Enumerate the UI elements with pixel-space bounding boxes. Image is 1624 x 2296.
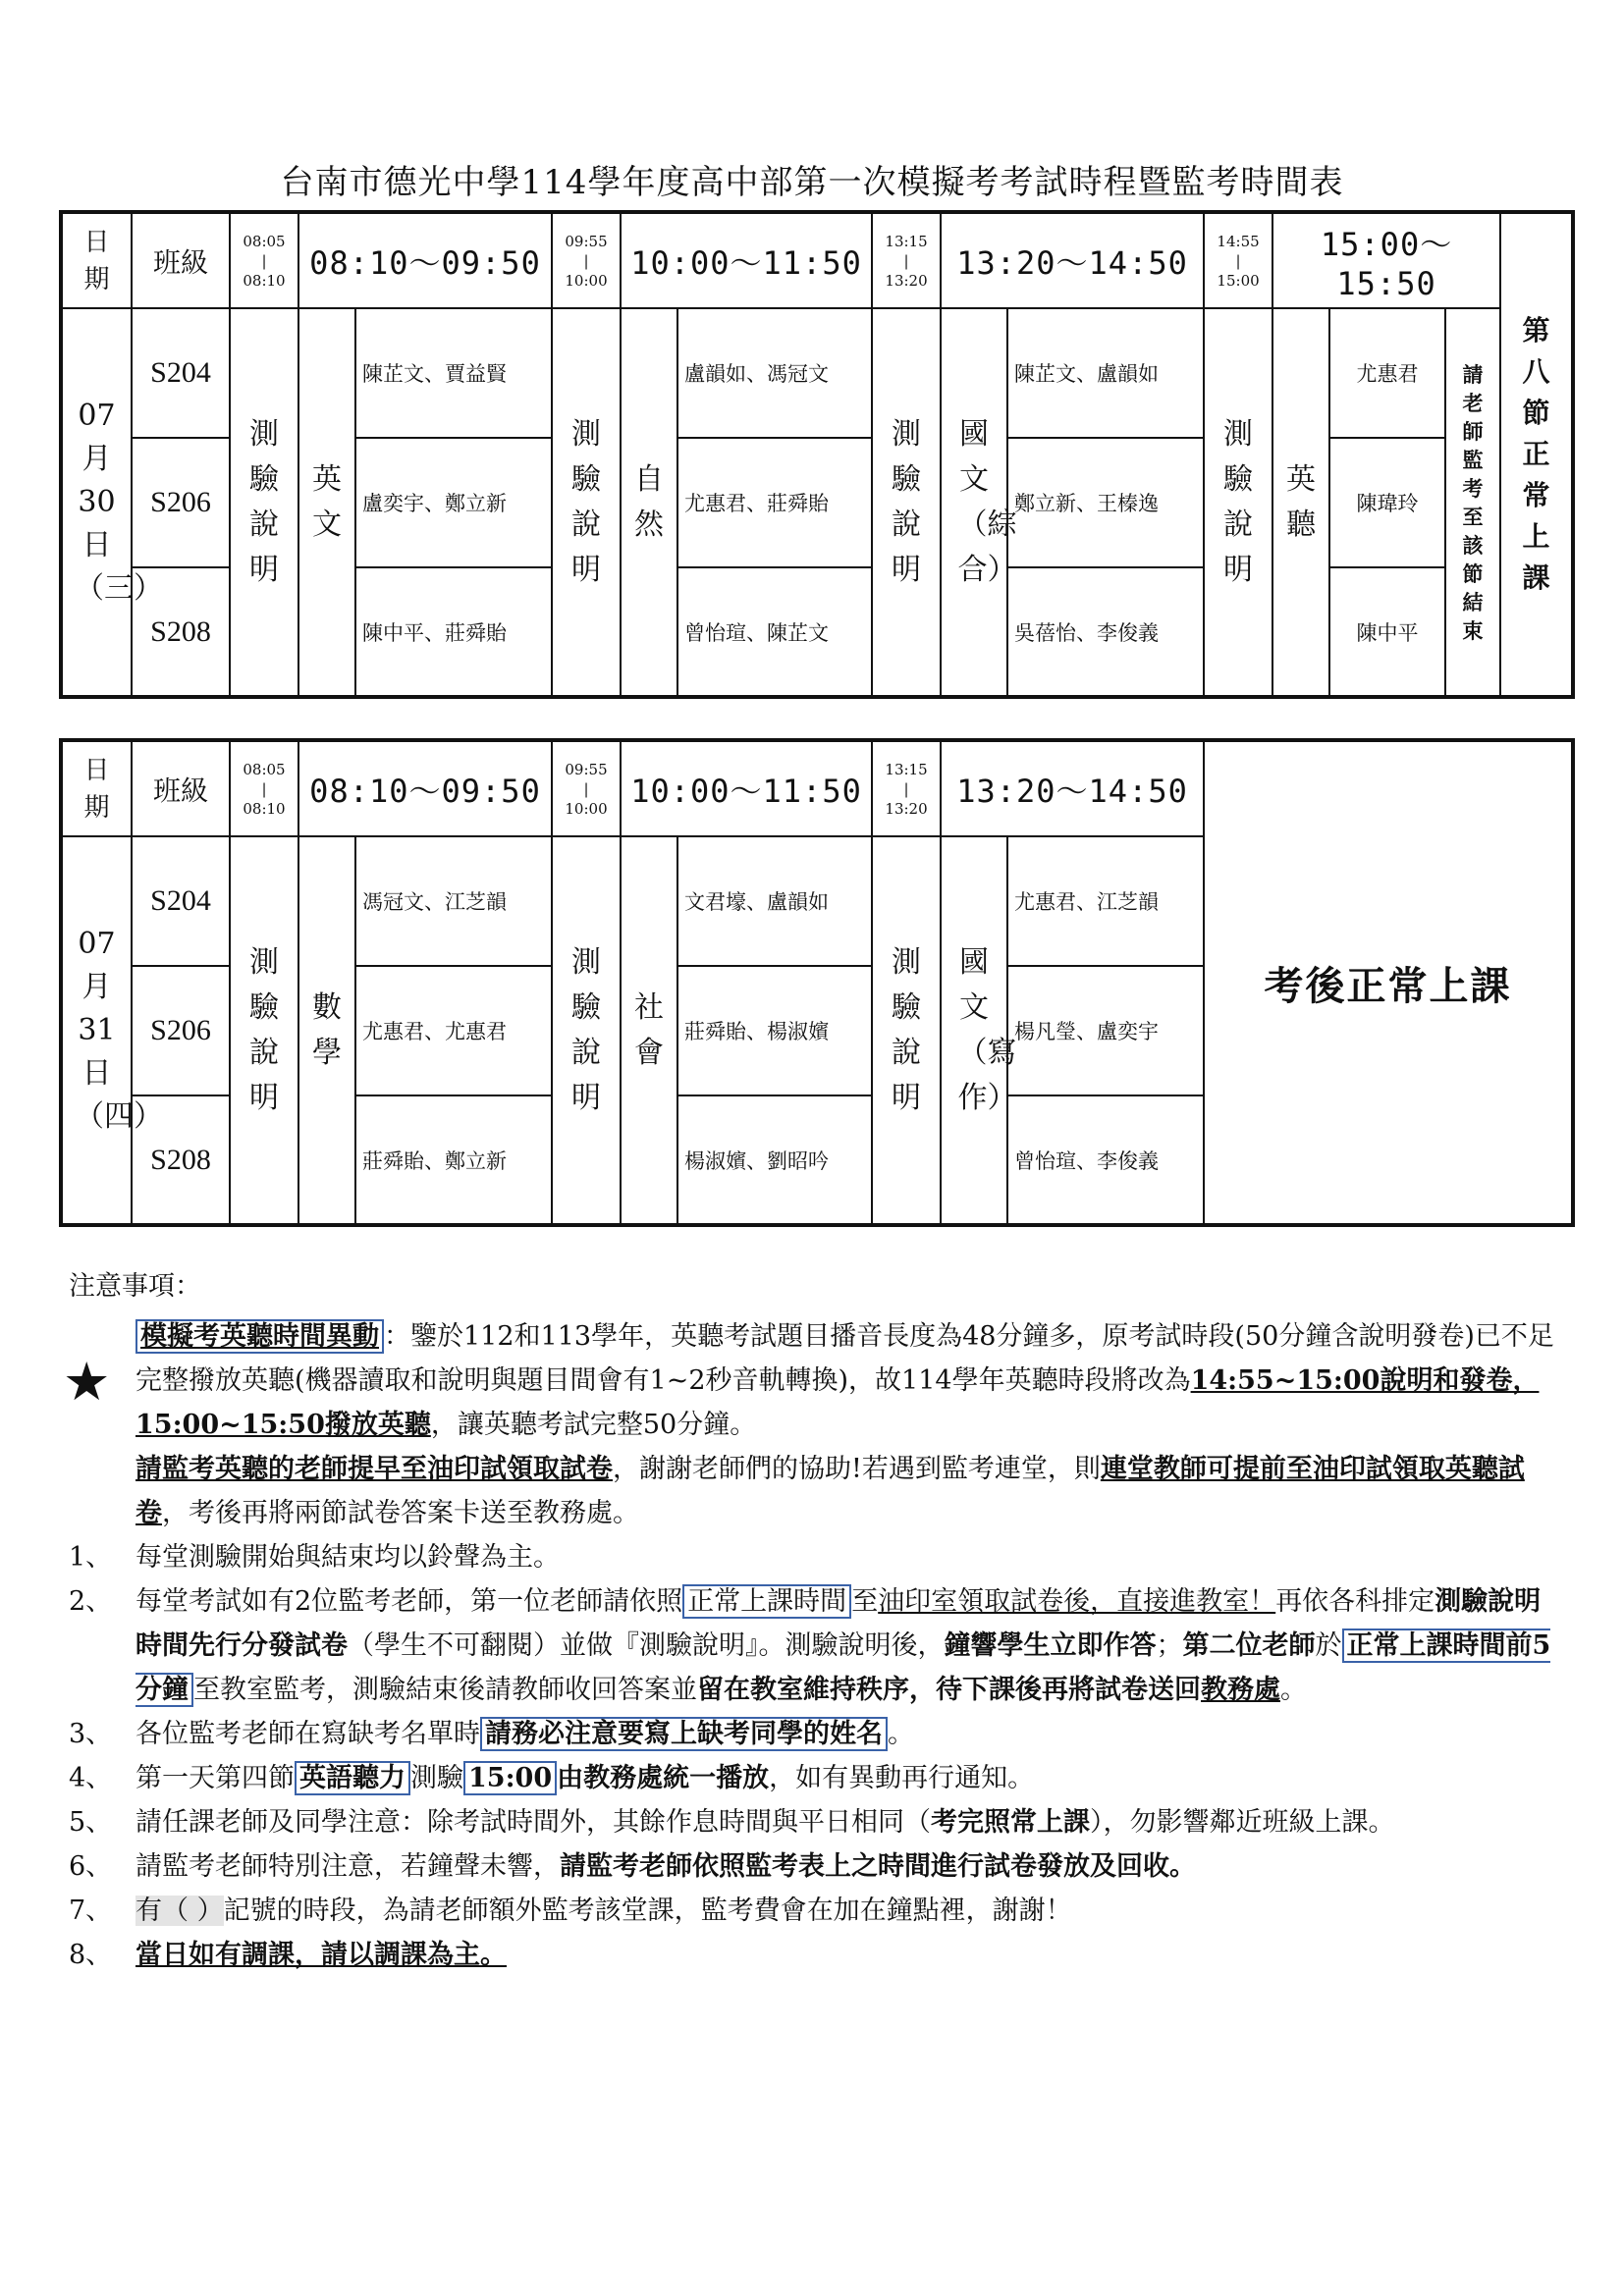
explain-cell: 測驗說明 <box>552 308 621 697</box>
note-body <box>135 1712 1561 1756</box>
note-8 <box>69 1933 1561 1977</box>
proctor-cell: 吳蓓怡、李俊義 <box>1007 567 1204 697</box>
proctor-cell: 盧奕宇、鄭立新 <box>355 438 552 567</box>
note-emphasis: 14:55~15:00說明和發卷，15:00~15:50撥放英聽 <box>135 1365 1540 1440</box>
grey-mark: 有（ ） <box>135 1896 224 1926</box>
note-text: ：鑒於112和113學年，英聽考試題目播音長度為48分鐘多，原考試時段(50分鐘含說明發卷)已不足完整撥放英聽(機器讀取和說明與題目間會有1~2秒音軌轉換)，故114學年英聽時段將改為 <box>135 1321 1554 1396</box>
subject-cell: 國文（寫作） <box>941 836 1007 1225</box>
header-slot2: 10:00～11:50 <box>621 212 872 308</box>
subject-cell: 英文 <box>298 308 355 697</box>
note-number: 3、 <box>69 1719 113 1749</box>
eighth-period-note: 第八節正常上課 <box>1500 212 1573 697</box>
note-text: 請監考老師特別注意，若鐘聲未響， <box>135 1851 560 1882</box>
proctor-cell: 陳芷文、盧韻如 <box>1007 308 1204 438</box>
note-number: 1、 <box>69 1542 113 1573</box>
note-text: 測驗 <box>410 1763 463 1793</box>
proctor-cell: 莊舜貽、楊淑嬪 <box>677 966 872 1095</box>
note-text: ，如有異動再行通知。 <box>769 1763 1035 1793</box>
header-slot3-pre: 13:15 | 13:20 <box>872 740 941 836</box>
header-slot2: 10:00～11:50 <box>621 740 872 836</box>
note-text: 。 <box>1280 1675 1307 1705</box>
day2-date: 07月31日（四） <box>61 836 132 1225</box>
header-slot2-pre: 09:55 | 10:00 <box>552 740 621 836</box>
header-slot1: 08:10～09:50 <box>298 740 552 836</box>
proctor-cell: 曾怡瑄、陳芷文 <box>677 567 872 697</box>
proctor-cell: 楊凡瑩、盧奕宇 <box>1007 966 1204 1095</box>
header-class: 班級 <box>132 212 230 308</box>
header-slot1-pre: 08:05 | 08:10 <box>230 212 298 308</box>
explain-cell: 測驗說明 <box>1204 308 1272 697</box>
explain-cell: 測驗說明 <box>230 836 298 1225</box>
header-date: 日期 <box>61 740 132 836</box>
star-note <box>63 1314 1561 1535</box>
notes-section <box>63 1264 1561 1977</box>
header-slot3: 13:20～14:50 <box>941 212 1204 308</box>
notes-heading: 注意事項： <box>69 1271 201 1302</box>
subject-cell: 國文（綜合） <box>941 308 1007 697</box>
note-number: 8、 <box>69 1940 113 1970</box>
note-text: 每堂測驗開始與結束均以鈴聲為主。 <box>135 1542 560 1573</box>
proctor-cell: 文君壕、盧韻如 <box>677 836 872 966</box>
proctor-cell: 尤惠君、尤惠君 <box>355 966 552 1095</box>
note-text: 至教室監考，測驗結束後請教師收回答案並 <box>193 1675 697 1705</box>
english-listening-change-highlight: 模擬考英聽時間異動 <box>135 1319 384 1354</box>
subject-cell: 社會 <box>621 836 677 1225</box>
note-text: ，考後再將兩節試卷答案卡送至教務處。 <box>162 1498 639 1528</box>
class-cell: S208 <box>132 567 230 697</box>
note-emphasis: 教務處 <box>1201 1675 1280 1705</box>
note-7 <box>69 1889 1561 1933</box>
note-2 <box>69 1579 1561 1712</box>
note-number: 6、 <box>69 1851 113 1882</box>
note-underline: 油印室領取試卷後，直接進教室！ <box>878 1586 1276 1617</box>
schedule-table-day2 <box>59 738 1575 1227</box>
note-emphasis: 當日如有調課，請以調課為主。 <box>135 1940 507 1970</box>
stay-note: 請老師監考至該節結束 <box>1445 308 1500 697</box>
note-text: ； <box>1156 1630 1183 1661</box>
note-text: 每堂考試如有2位監考老師，第一位老師請依照 <box>135 1586 683 1617</box>
note-text: 第一天第四節 <box>135 1763 295 1793</box>
note-text: 。 <box>888 1719 914 1749</box>
explain-cell: 測驗說明 <box>872 836 941 1225</box>
proctor-cell: 陳中平 <box>1329 567 1445 697</box>
proctor-cell: 尤惠君、江芝韻 <box>1007 836 1204 966</box>
proctor-cell: 鄭立新、王榛逸 <box>1007 438 1204 567</box>
subject-cell: 自然 <box>621 308 677 697</box>
class-cell: S206 <box>132 438 230 567</box>
proctor-cell: 盧韻如、馮冠文 <box>677 308 872 438</box>
header-slot4: 15:00～15:50 <box>1272 212 1500 308</box>
class-cell: S208 <box>132 1095 230 1225</box>
note-text: 再依各科排定 <box>1275 1586 1435 1617</box>
proctor-cell: 楊淑嬪、劉昭吟 <box>677 1095 872 1225</box>
note-body <box>135 1933 1561 1977</box>
note-body <box>135 1889 1561 1933</box>
note-highlight: 英語聽力 <box>295 1761 410 1795</box>
header-class: 班級 <box>132 740 230 836</box>
note-emphasis: 連堂教師可提前至油印試領取英聽試卷 <box>135 1454 1525 1528</box>
proctor-cell: 尤惠君、莊舜貽 <box>677 438 872 567</box>
explain-cell: 測驗說明 <box>872 308 941 697</box>
note-text: 記號的時段，為請老師額外監考該堂課，監考費會在加在鐘點裡，謝謝！ <box>223 1896 1072 1926</box>
header-slot1-pre: 08:05 | 08:10 <box>230 740 298 836</box>
class-cell: S204 <box>132 836 230 966</box>
note-text: ），勿影響鄰近班級上課。 <box>1090 1807 1395 1838</box>
class-cell: S206 <box>132 966 230 1095</box>
star-paragraph-2 <box>135 1447 1561 1535</box>
note-text: 各位監考老師在寫缺考名單時 <box>135 1719 480 1749</box>
star-paragraph-1 <box>135 1314 1561 1447</box>
note-bold: 測驗說明時間先行分發試卷 <box>135 1586 1542 1661</box>
class-cell: S204 <box>132 308 230 438</box>
note-4 <box>69 1756 1561 1800</box>
note-1 <box>69 1535 1561 1579</box>
note-highlight: 請務必注意要寫上缺考同學的姓名 <box>480 1717 888 1751</box>
note-bold: 留在教室維持秩序，待下課後再將試卷送回 <box>697 1675 1201 1705</box>
note-body <box>135 1756 1561 1800</box>
note-body <box>135 1844 1561 1889</box>
subject-cell: 數學 <box>298 836 355 1225</box>
proctor-cell: 陳中平、莊舜貽 <box>355 567 552 697</box>
header-slot4-pre: 14:55 | 15:00 <box>1204 212 1272 308</box>
note-number: 2、 <box>69 1586 113 1617</box>
subject-cell: 英聽 <box>1272 308 1329 697</box>
header-date: 日期 <box>61 212 132 308</box>
note-bold: 請監考老師依照監考表上之時間進行試卷發放及回收。 <box>560 1851 1196 1882</box>
note-5 <box>69 1800 1561 1844</box>
schedule-table-day1 <box>59 210 1575 699</box>
note-body <box>135 1800 1561 1844</box>
header-slot3: 13:20～14:50 <box>941 740 1204 836</box>
note-text: ，讓英聽考試完整50分鐘。 <box>430 1410 757 1440</box>
note-number: 5、 <box>69 1807 113 1838</box>
proctor-cell: 陳芷文、賈益賢 <box>355 308 552 438</box>
note-body <box>135 1579 1561 1712</box>
proctor-cell: 陳瑋玲 <box>1329 438 1445 567</box>
proctor-cell: 馮冠文、江芝韻 <box>355 836 552 966</box>
note-bold: 鐘響學生立即作答 <box>944 1630 1157 1661</box>
note-bold: 第二位老師 <box>1182 1630 1316 1661</box>
proctor-cell: 莊舜貽、鄭立新 <box>355 1095 552 1225</box>
note-number: 4、 <box>69 1763 113 1793</box>
note-text: 於 <box>1315 1630 1342 1661</box>
header-slot1: 08:10～09:50 <box>298 212 552 308</box>
note-text: 至 <box>851 1586 879 1617</box>
note-bold: 考完照常上課 <box>931 1807 1090 1838</box>
header-slot3-pre: 13:15 | 13:20 <box>872 212 941 308</box>
note-text: ，謝謝老師們的協助!若遇到監考連堂，則 <box>613 1454 1101 1484</box>
note-text: 請任課老師及同學注意：除考試時間外，其餘作息時間與平日相同（ <box>135 1807 931 1838</box>
document-title: 台南市德光中學114學年度高中部第一次模擬考考試時程暨監考時間表 <box>280 163 1344 202</box>
after-exam-note: 考後正常上課 <box>1204 740 1573 1225</box>
note-highlight: 15:00 <box>463 1761 557 1795</box>
note-highlight: 正常上課時間 <box>682 1584 851 1619</box>
note-number: 7、 <box>69 1896 113 1926</box>
note-highlight: 正常上課時間前5分鐘 <box>135 1630 1551 1705</box>
day1-date: 07月30日（三） <box>61 308 132 697</box>
note-emphasis: 請監考英聽的老師提早至油印試領取試卷 <box>135 1454 613 1484</box>
explain-cell: 測驗說明 <box>552 836 621 1225</box>
note-3 <box>69 1712 1561 1756</box>
note-bold: 由教務處統一播放 <box>557 1763 770 1793</box>
note-6 <box>69 1844 1561 1889</box>
star-icon: ★ <box>63 1351 111 1413</box>
proctor-cell: 尤惠君 <box>1329 308 1445 438</box>
note-text: （學生不可翻閱）並做『測驗說明』。測驗說明後， <box>348 1630 945 1661</box>
proctor-cell: 曾怡瑄、李俊義 <box>1007 1095 1204 1225</box>
header-slot2-pre: 09:55 | 10:00 <box>552 212 621 308</box>
explain-cell: 測驗說明 <box>230 308 298 697</box>
